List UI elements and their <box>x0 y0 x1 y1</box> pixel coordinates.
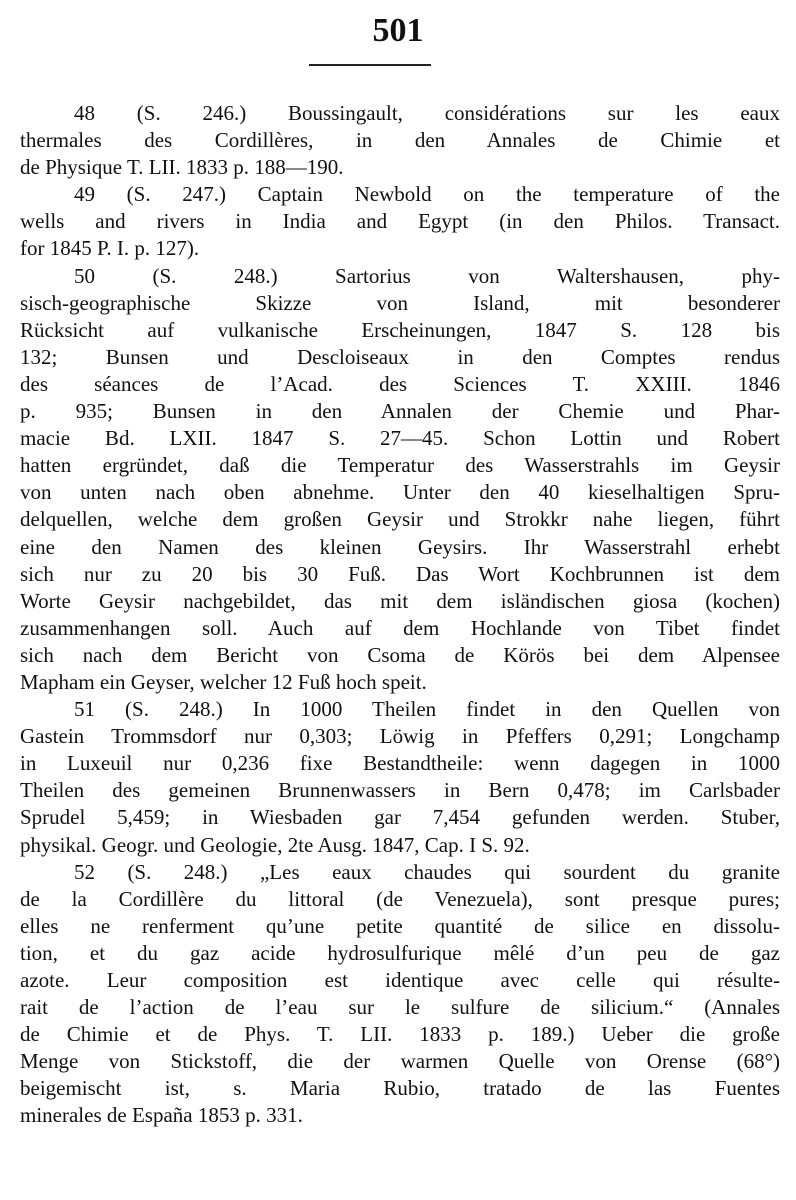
text-line: wells and rivers in India and Egypt (in den Philos. Transact. <box>20 209 780 234</box>
text-line: 49 (S. 247.) Captain Newbold on the temperature of the <box>74 182 780 207</box>
text-line: 52 (S. 248.) „Les eaux chaudes qui sourdent du granite <box>74 859 780 884</box>
text-line: hatten ergründet, daß die Temperatur des Wasserstrahls im Geysir <box>20 453 780 478</box>
text-line: physikal. Geogr. und Geologie, 2te Ausg. 1847, Cap. I S. 92. <box>20 832 530 857</box>
text-line: azote. Leur composition est identique avec celle qui résulte- <box>20 968 780 992</box>
text-line: Worte Geysir nachgebildet, das mit dem isländischen giosa (kochen) <box>20 588 780 613</box>
text-line: de Physique T. LII. 1833 p. 188—190. <box>20 155 344 180</box>
footnote-51 <box>20 696 780 859</box>
text-line: thermales des Cordillères, in den Annales de Chimie et <box>20 128 780 153</box>
footnote-49 <box>20 181 780 262</box>
text-line: 48 (S. 246.) Boussingault, considérations sur les eaux <box>74 101 780 125</box>
text-line: sich nach dem Bericht von Csoma de Körös bei dem Alpensee <box>20 642 780 667</box>
text-line: minerales de España 1853 p. 331. <box>20 1103 303 1128</box>
text-line: in Luxeuil nur 0,236 fixe Bestandtheile: wenn dagegen in 1000 <box>20 751 780 776</box>
footnote-52 <box>20 859 780 1130</box>
text-line: Rücksicht auf vulkanische Erscheinungen, 1847 S. 128 bis <box>20 317 780 342</box>
text-line: von unten nach oben abnehme. Unter den 40 kieselhaltigen Spru- <box>20 480 780 505</box>
footnotes-body <box>20 100 780 1130</box>
header-rule <box>309 64 431 66</box>
text-line: sisch-geographische Skizze von Island, mit besonderer <box>20 290 780 315</box>
text-line: rait de l’action de l’eau sur le sulfure de silicium.“ (Annales <box>20 995 780 1020</box>
text-line: sich nur zu 20 bis 30 Fuß. Das Wort Kochbrunnen ist dem <box>20 561 780 586</box>
text-line: 51 (S. 248.) In 1000 Theilen findet in den Quellen von <box>74 697 780 722</box>
text-line: de Chimie et de Phys. T. LII. 1833 p. 189.) Ueber die große <box>20 1022 780 1047</box>
text-line: for 1845 P. I. p. 127). <box>20 236 200 261</box>
text-line: 132; Bunsen und Descloiseaux in den Comptes rendus <box>20 344 780 369</box>
text-line: tion, et du gaz acide hydrosulfurique mêlé d’un peu de gaz <box>20 940 780 965</box>
page-number: 501 <box>372 12 424 49</box>
text-line: Menge von Stickstoff, die der warmen Quelle von Orense (68°) <box>20 1049 780 1074</box>
text-line: delquellen, welche dem großen Geysir und Strokkr nahe liegen, führt <box>20 507 780 532</box>
text-line: Theilen des gemeinen Brunnenwassers in Bern 0,478; im Carlsbader <box>20 778 780 803</box>
footnote-48 <box>20 100 780 181</box>
text-line: zusammenhangen soll. Auch auf dem Hochlande von Tibet findet <box>20 615 780 640</box>
text-line: elles ne renferment qu’une petite quantité de silice en dissolu- <box>20 913 780 938</box>
text-line: de la Cordillère du littoral (de Venezuela), sont presque pures; <box>20 886 780 911</box>
text-line: eine den Namen des kleinen Geysirs. Ihr Wasserstrahl erhebt <box>20 534 780 559</box>
text-line: 50 (S. 248.) Sartorius von Waltershausen, phy- <box>74 263 780 288</box>
footnote-50 <box>20 263 780 697</box>
text-line: des séances de l’Acad. des Sciences T. XXIII. 1846 <box>20 371 780 396</box>
text-line: Sprudel 5,459; in Wiesbaden gar 7,454 gefunden werden. Stuber, <box>20 805 780 830</box>
text-line: Mapham ein Geyser, welcher 12 Fuß hoch speit. <box>20 669 427 694</box>
text-line: beigemischt ist, s. Maria Rubio, tratado de las Fuentes <box>20 1076 780 1101</box>
text-line: Gastein Trommsdorf nur 0,303; Löwig in Pfeffers 0,291; Longchamp <box>20 724 780 749</box>
text-line: macie Bd. LXII. 1847 S. 27—45. Schon Lottin und Robert <box>20 426 780 451</box>
text-line: p. 935; Bunsen in den Annalen der Chemie und Phar- <box>20 399 780 424</box>
